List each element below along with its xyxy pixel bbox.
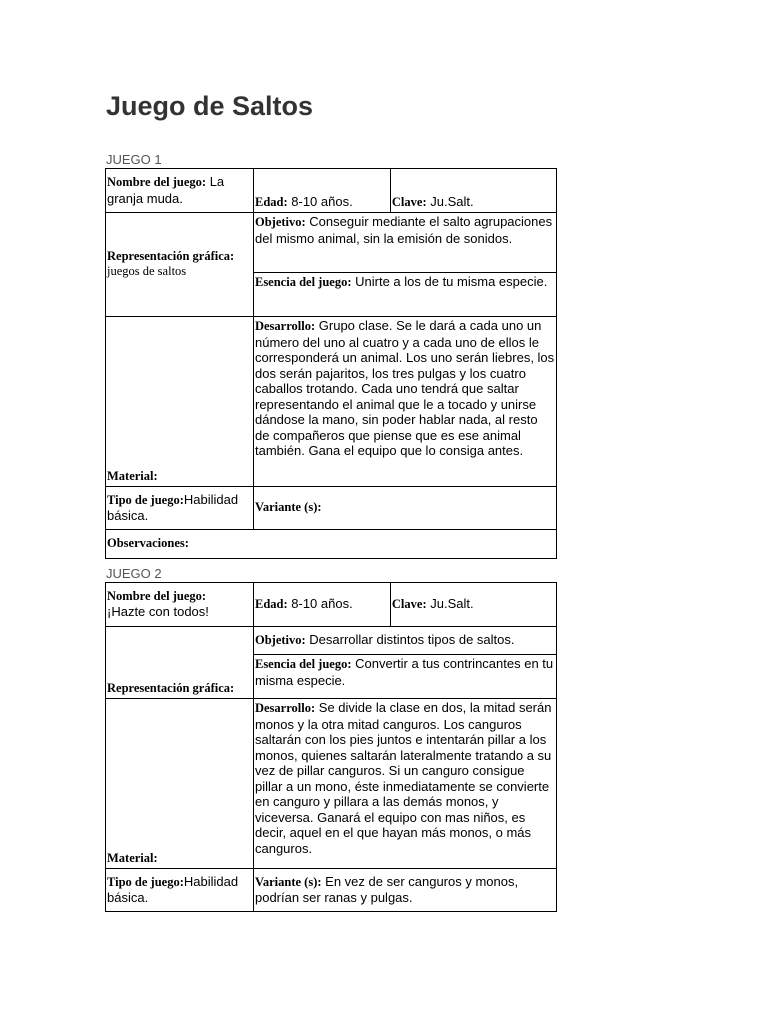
edad-cell [253,583,390,627]
tipo-value: Habilidad básica. [107,873,239,905]
clave-cell [390,583,556,627]
esencia-cell [253,655,556,699]
variante-cell [253,869,556,912]
representacion-label: Representación gráfica: [107,680,235,695]
desarrollo-label: Desarrollo: [254,319,316,333]
game-1-card [105,168,557,559]
edad-label: Edad: [254,596,288,611]
desarrollo-cell [253,699,556,869]
game-2-heading: JUEGO 2 [106,566,162,581]
tipo-value: Habilidad básica. [107,491,239,523]
nombre-label: Nombre del juego: [107,588,207,603]
edad-value: 8-10 años. [291,595,353,611]
clave-label: Clave: [391,596,427,611]
clave-value: Ju.Salt. [430,595,474,611]
tipo-label: Tipo de juego: [107,874,184,889]
material-label: Material: [107,468,158,483]
variante-cell [253,487,556,530]
tipo-label: Tipo de juego: [107,492,184,507]
objetivo-label: Objetivo: [254,215,306,229]
esencia-label: Esencia del juego: [254,657,352,671]
esencia-value: Unirte a los de tu misma especie. [355,274,548,289]
representacion-label: Representación gráfica: [107,248,235,263]
nombre-cell [106,169,254,213]
representacion-value: juegos de saltos [107,264,187,278]
objetivo-cell [253,213,556,273]
variante-label: Variante (s): [254,500,322,515]
variante-label: Variante (s): [254,874,322,889]
nombre-value: ¡Hazte con todos! [107,604,209,619]
variante-value: En vez de ser canguros y monos, podrían ser ranas y pulgas. [254,873,519,905]
game-2-table [105,582,557,912]
material-cell [106,699,254,869]
game-1-table [105,168,557,559]
game-2-card [105,582,557,912]
desarrollo-label: Desarrollo: [254,701,316,715]
nombre-value: La granja muda. [107,174,225,206]
esencia-value: Convertir a tus contrincantes en tu misma especie. [254,656,554,688]
objetivo-value: Conseguir mediante el salto agrupaciones del mismo animal, sin la emisión de sonidos. [254,214,553,246]
game-1-heading: JUEGO 1 [106,152,162,167]
edad-value: 8-10 años. [291,193,353,209]
esencia-cell [253,273,556,317]
objetivo-label: Objetivo: [254,632,306,647]
desarrollo-value: Grupo clase. Se le dará a cada uno un número del uno al cuatro y a cada uno de ellos le corresponderá un animal. Los uno serán liebres, los dos serán pajaritos, los tres pulgas y los cuatro caballos trotando. Cada uno tendrá que saltar representando el animal que le a tocado y unirse dándose la mano, sin poder hablar nada, al resto de compañeros que piense que es ese animal también. Gana el equipo que lo consiga antes. [254,318,555,458]
clave-cell [390,169,556,213]
nombre-label: Nombre del juego: [107,175,207,189]
desarrollo-cell [253,317,556,487]
edad-label: Edad: [254,194,288,209]
esencia-label: Esencia del juego: [254,275,352,289]
tipo-cell [106,869,254,912]
observaciones-cell [106,530,557,559]
representacion-cell [106,627,254,699]
nombre-cell [106,583,254,627]
clave-label: Clave: [391,194,427,209]
representacion-cell [106,213,254,317]
desarrollo-value: Se divide la clase en dos, la mitad serán monos y la otra mitad canguros. Los canguros saltarán con los pies juntos e intentarán pillar a los monos, quienes saltarán lateralmente tratando a su vez de pillar canguros. Si un canguro consigue pillar a un mono, éste inmediatamente se convierte en canguro y pillara a las demás monos, y viceversa. Ganará el equipo con mas niños, es decir, aquel en el que hayan más monos, o más canguros. [254,700,552,856]
edad-cell [253,169,390,213]
objetivo-cell [253,627,556,655]
page-title: Juego de Saltos [106,91,314,121]
clave-value: Ju.Salt. [430,193,474,209]
observaciones-label: Observaciones: [107,536,189,551]
objetivo-value: Desarrollar distintos tipos de saltos. [309,631,515,647]
tipo-cell [106,487,254,530]
material-label: Material: [107,850,158,865]
material-cell [106,317,254,487]
